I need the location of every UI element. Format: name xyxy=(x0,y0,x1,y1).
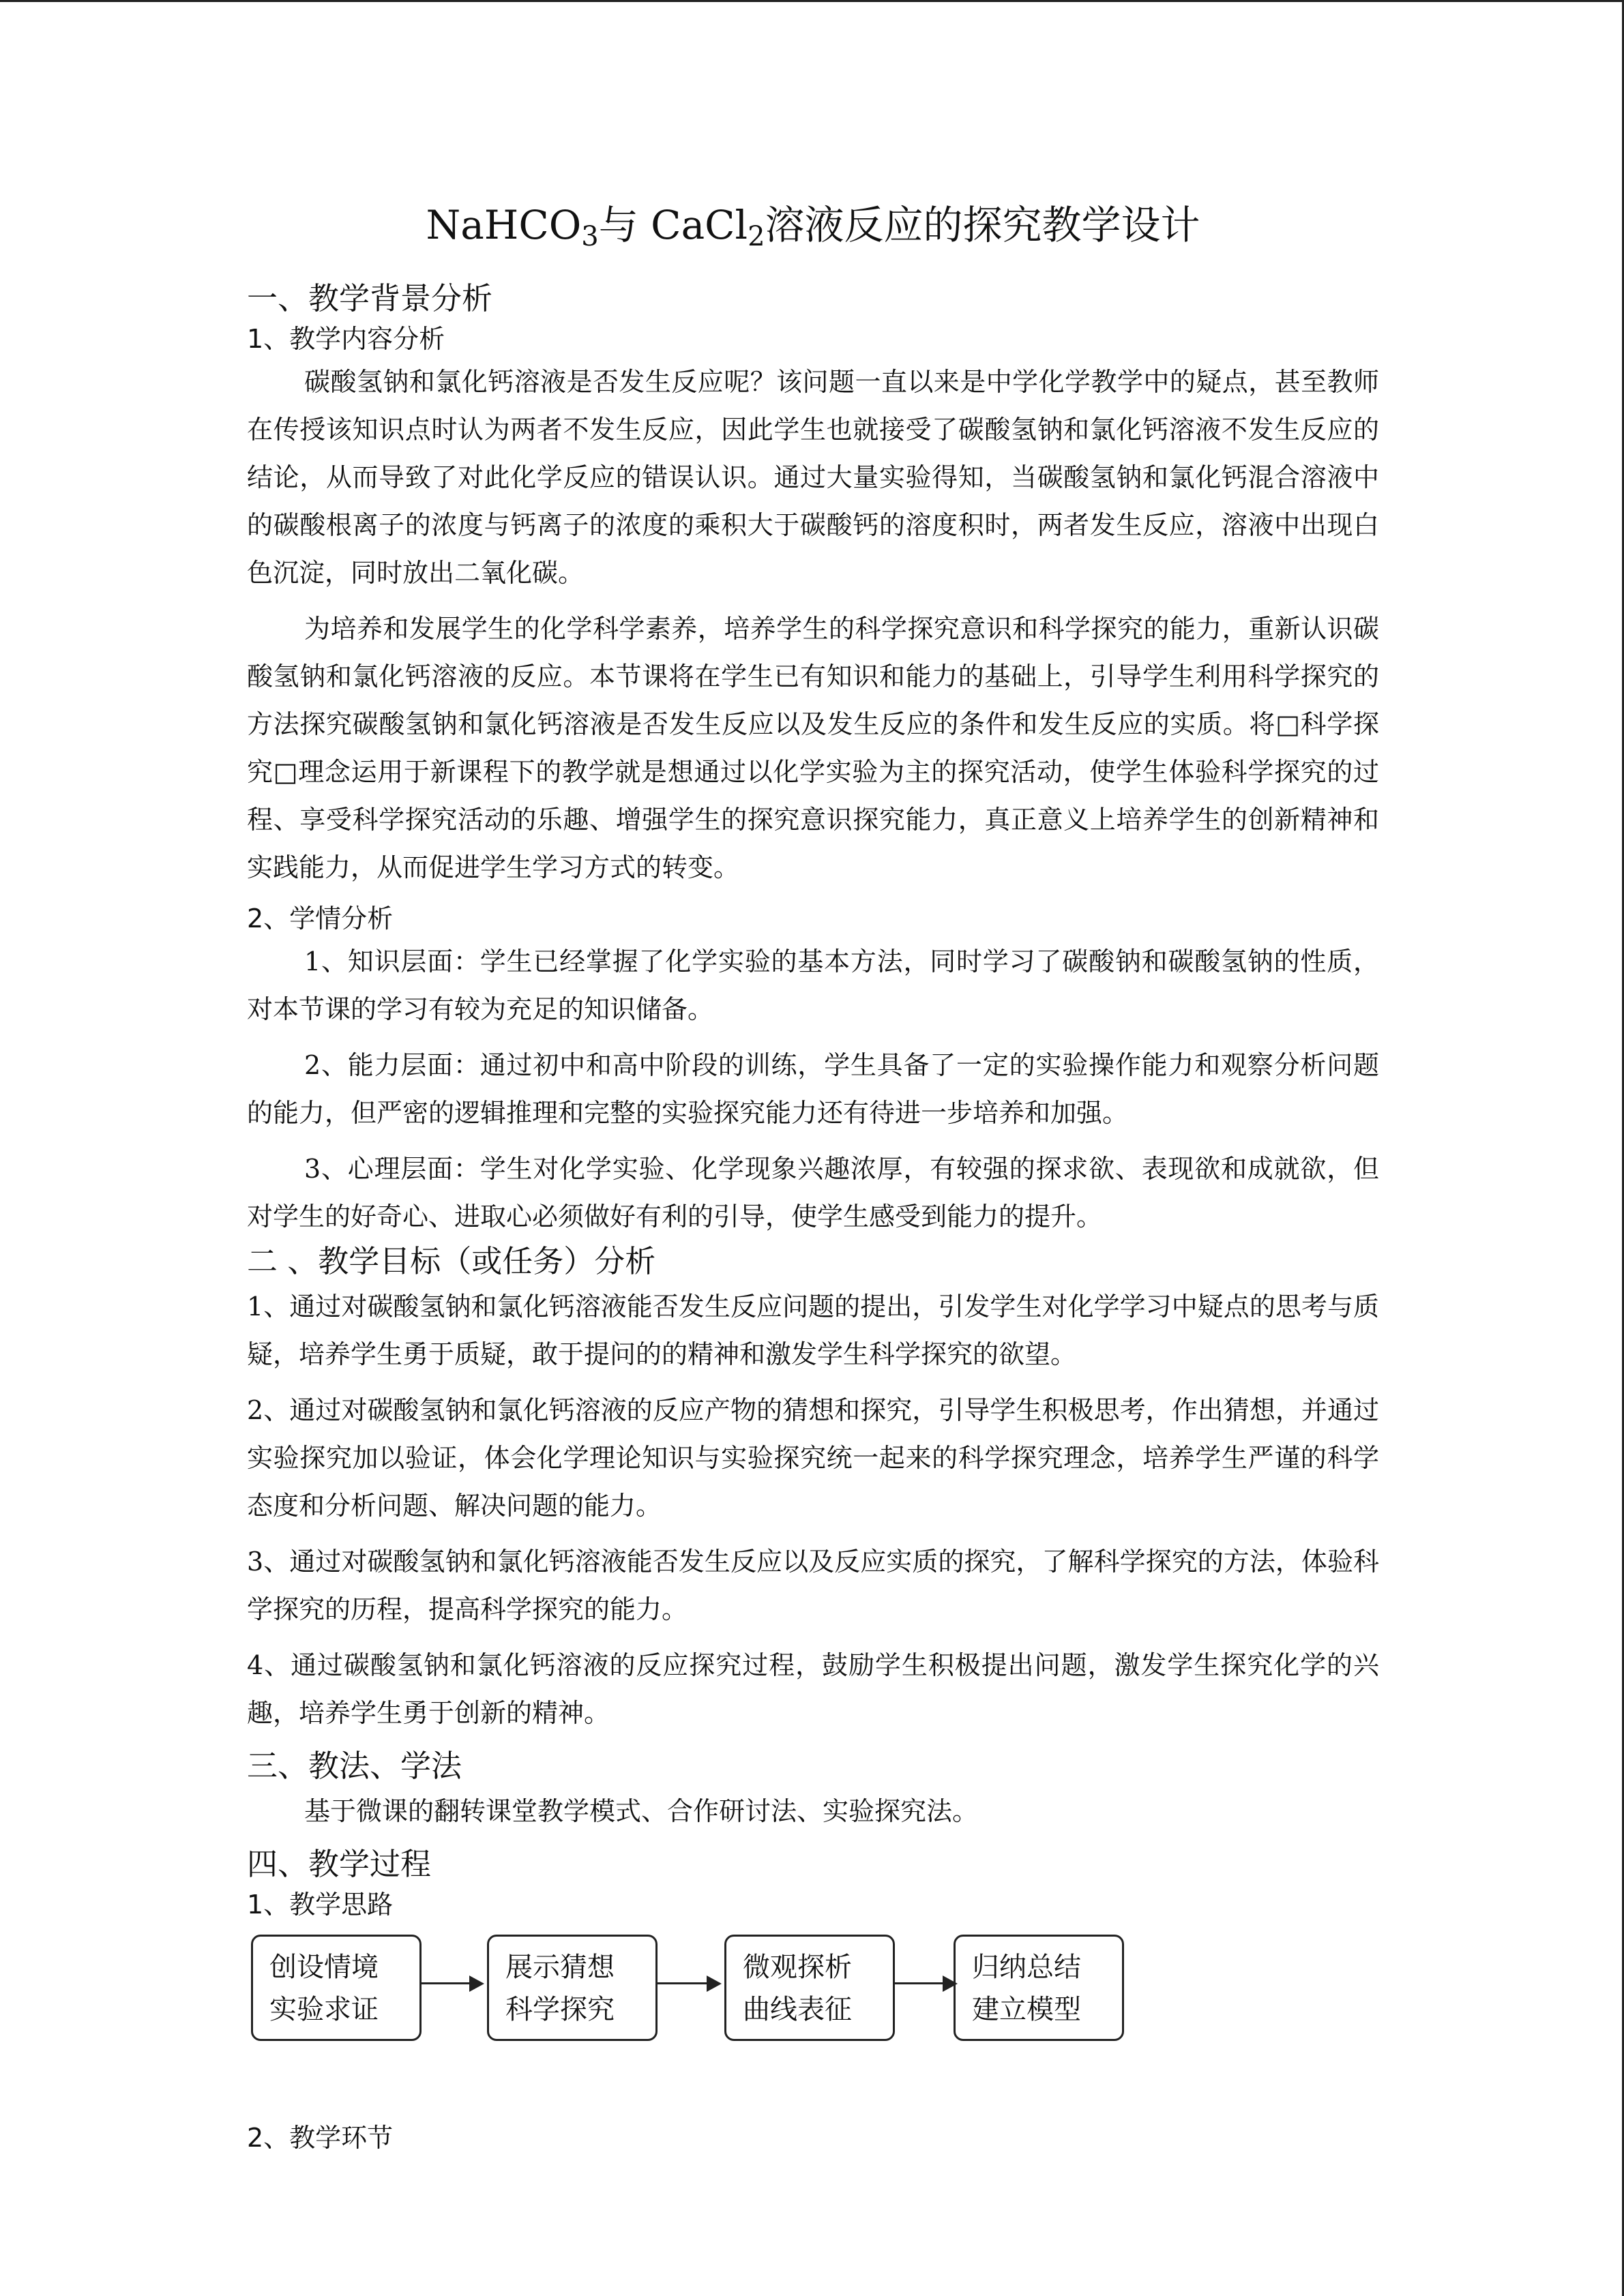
flow-arrow-3 xyxy=(895,1976,958,1992)
flow-step-4 xyxy=(954,1935,1124,2041)
flow-step-1-line-1: 创设情境 xyxy=(269,1952,379,1983)
flow-step-1 xyxy=(251,1935,422,2041)
section-heading-background: 一、教学背景分析 xyxy=(247,280,493,316)
section-heading-methods: 三、教法、学法 xyxy=(247,1748,462,1784)
objective-item: 3、通过对碳酸氢钠和氯化钙溶液能否发生反应以及反应实质的探究，了解科学探究的方法，体验科学探究的历程，提高科学探究的能力。 xyxy=(247,1547,1379,1624)
subheading-teaching-approach: 1、教学思路 xyxy=(247,1890,394,1920)
subheading-content-analysis: 1、教学内容分析 xyxy=(247,324,445,354)
flow-step-3-line-1: 微观探析 xyxy=(743,1952,852,1983)
section-heading-objectives: 二 、教学目标（或任务）分析 xyxy=(247,1243,656,1279)
flow-step-4-line-1: 归纳总结 xyxy=(972,1952,1081,1983)
teaching-flow-diagram xyxy=(247,1935,1379,2057)
title-part-2: 与 CaCl xyxy=(598,202,748,248)
flow-step-2 xyxy=(487,1935,658,2041)
paragraph: 3、心理层面：学生对化学实验、化学现象兴趣浓厚，有较强的探求欲、表现欲和成就欲，但对学生的好奇心、进取心必须做好有利的引导，使学生感受到能力的提升。 xyxy=(247,1154,1379,1232)
flow-step-4-line-2: 建立模型 xyxy=(972,1994,1081,2025)
document-title xyxy=(247,198,1379,264)
title-subscript-2: 2 xyxy=(748,221,765,252)
flow-arrow-2 xyxy=(658,1976,722,1992)
paragraph: 基于微课的翻转课堂教学模式、合作研讨法、实验探究法。 xyxy=(304,1796,979,1826)
paragraph: 为培养和发展学生的化学科学素养，培养学生的科学探究意识和科学探究的能力，重新认识碳酸氢钠和氯化钙溶液的反应。本节课将在学生已有知识和能力的基础上，引导学生利用科学探究的方法探究碳酸氢钠和氯化钙溶液是否发生反应以及发生反应的条件和发生反应的实质。将□科学探究□理念运用于新课程下的教学就是想通过以化学实验为主的探究活动，使学生体验科学探究的过程、享受科学探究活动的乐趣、增强学生的探究意识探究能力，真正意义上培养学生的创新精神和实践能力，从而促进学生学习方式的转变。 xyxy=(247,614,1379,882)
paragraph: 碳酸氢钠和氯化钙溶液是否发生反应呢？该问题一直以来是中学化学教学中的疑点，甚至教师在传授该知识点时认为两者不发生反应，因此学生也就接受了碳酸氢钠和氯化钙溶液不发生反应的结论，从而导致了对此化学反应的错误认识。通过大量实验得知，当碳酸氢钠和氯化钙混合溶液中的碳酸根离子的浓度与钙离子的浓度的乘积大于碳酸钙的溶度积时，两者发生反应，溶液中出现白色沉淀，同时放出二氧化碳。 xyxy=(247,367,1379,588)
subheading-learner-analysis: 2、学情分析 xyxy=(247,904,394,934)
title-subscript-1: 3 xyxy=(581,221,599,252)
objective-item: 1、通过对碳酸氢钠和氯化钙溶液能否发生反应问题的提出，引发学生对化学学习中疑点的思考与质疑，培养学生勇于质疑，敢于提问的的精神和激发学生科学探究的欲望。 xyxy=(247,1292,1379,1369)
objective-item: 4、通过碳酸氢钠和氯化钙溶液的反应探究过程，鼓励学生积极提出问题，激发学生探究化学的兴趣，培养学生勇于创新的精神。 xyxy=(247,1650,1379,1728)
flow-arrow-1 xyxy=(422,1976,484,1992)
title-part-3: 溶液反应的探究教学设计 xyxy=(765,202,1200,248)
flow-step-3 xyxy=(724,1935,895,2041)
paragraph: 1、知识层面：学生已经掌握了化学实验的基本方法，同时学习了碳酸钠和碳酸氢钠的性质，对本节课的学习有较为充足的知识储备。 xyxy=(247,946,1379,1024)
flow-step-2-line-1: 展示猜想 xyxy=(505,1952,615,1983)
subheading-teaching-stages: 2、教学环节 xyxy=(247,2123,394,2153)
paragraph: 2、能力层面：通过初中和高中阶段的训练，学生具备了一定的实验操作能力和观察分析问题的能力，但严密的逻辑推理和完整的实验探究能力还有待进一步培养和加强。 xyxy=(247,1050,1379,1128)
flow-step-2-line-2: 科学探究 xyxy=(505,1994,615,2025)
flow-step-3-line-2: 曲线表征 xyxy=(743,1994,852,2025)
section-heading-process: 四、教学过程 xyxy=(247,1846,432,1882)
document-body xyxy=(247,198,1379,2157)
flow-step-1-line-2: 实验求证 xyxy=(269,1994,379,2025)
title-part-1: NaHCO xyxy=(426,202,582,248)
objective-item: 2、通过对碳酸氢钠和氯化钙溶液的反应产物的猜想和探究，引导学生积极思考，作出猜想，并通过实验探究加以验证，体会化学理论知识与实验探究统一起来的科学探究理念，培养学生严谨的科学态度和分析问题、解决问题的能力。 xyxy=(247,1395,1379,1521)
